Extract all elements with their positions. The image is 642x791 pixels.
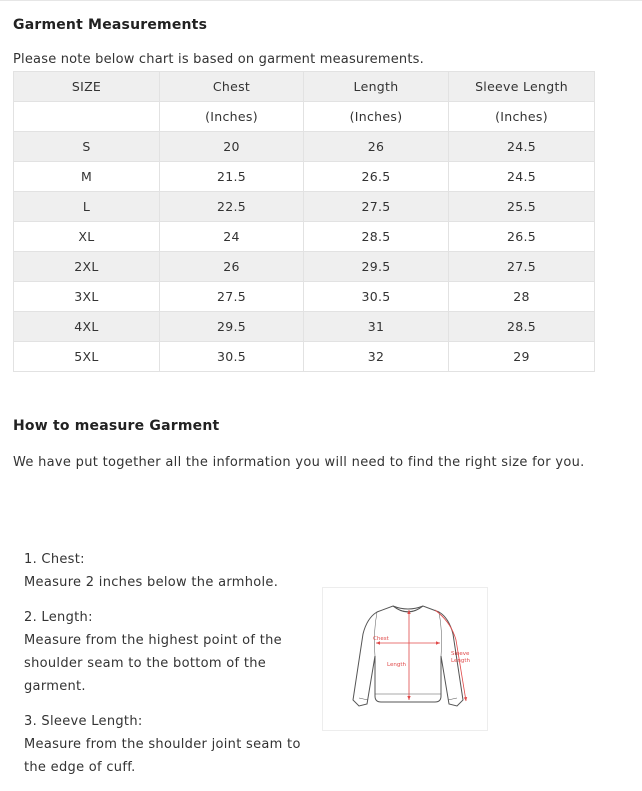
step-length [24, 606, 304, 698]
chest-arrow-right [436, 641, 440, 644]
cell-sleeve-length: 24.5 [449, 132, 595, 162]
units-length: (Inches) [304, 102, 449, 132]
cell-chest: 21.5 [160, 162, 304, 192]
table-row [14, 222, 595, 252]
table-row [14, 342, 595, 372]
length-arrow-bottom [407, 696, 410, 700]
how-to-measure-heading: How to measure Garment [13, 418, 220, 434]
cell-sleeve-length: 27.5 [449, 252, 595, 282]
left-armhole [374, 612, 377, 656]
right-cuff [448, 698, 457, 700]
cell-length: 30.5 [304, 282, 449, 312]
cell-size: M [14, 162, 160, 192]
step-text: Measure from the shoulder joint seam to the edge of cuff. [24, 737, 301, 775]
sleeve-diagram-label-1: Sleeve [451, 651, 470, 657]
step-text: Measure 2 inches below the armhole. [24, 575, 279, 590]
table-row [14, 162, 595, 192]
cell-chest: 20 [160, 132, 304, 162]
table-header-row [14, 72, 595, 102]
table-row [14, 192, 595, 222]
step-chest [24, 548, 304, 594]
chart-note: Please note below chart is based on garment measurements. [13, 52, 424, 67]
step-title: 2. Length: [24, 610, 93, 625]
right-armhole [439, 612, 442, 656]
cell-chest: 24 [160, 222, 304, 252]
cell-sleeve-length: 26.5 [449, 222, 595, 252]
header-size: SIZE [14, 72, 160, 102]
cell-size: XL [14, 222, 160, 252]
units-sleeve-length: (Inches) [449, 102, 595, 132]
cell-chest: 30.5 [160, 342, 304, 372]
table-row [14, 132, 595, 162]
cell-size: L [14, 192, 160, 222]
cell-size: 5XL [14, 342, 160, 372]
step-title: 1. Chest: [24, 552, 85, 567]
step-sleeve-length [24, 710, 304, 779]
measurement-steps [24, 548, 304, 791]
cell-sleeve-length: 29 [449, 342, 595, 372]
left-cuff [359, 698, 368, 700]
page-title: Garment Measurements [13, 17, 208, 33]
cell-size: 3XL [14, 282, 160, 312]
cell-sleeve-length: 28 [449, 282, 595, 312]
cell-sleeve-length: 24.5 [449, 162, 595, 192]
length-diagram-label: Length [387, 662, 406, 668]
cell-size: S [14, 132, 160, 162]
top-divider [0, 0, 642, 1]
header-length: Length [304, 72, 449, 102]
cell-sleeve-length: 25.5 [449, 192, 595, 222]
cell-chest: 22.5 [160, 192, 304, 222]
table-row [14, 282, 595, 312]
measurement-diagram [322, 587, 488, 731]
cell-length: 26 [304, 132, 449, 162]
table-row [14, 252, 595, 282]
cell-size: 2XL [14, 252, 160, 282]
units-chest: (Inches) [160, 102, 304, 132]
step-title: 3. Sleeve Length: [24, 714, 143, 729]
header-chest: Chest [160, 72, 304, 102]
header-sleeve-length: Sleeve Length [449, 72, 595, 102]
cell-chest: 26 [160, 252, 304, 282]
cell-length: 31 [304, 312, 449, 342]
size-chart-table [13, 71, 595, 372]
cell-chest: 27.5 [160, 282, 304, 312]
cell-length: 26.5 [304, 162, 449, 192]
chest-diagram-label: Chest [373, 636, 389, 642]
cell-length: 27.5 [304, 192, 449, 222]
cell-length: 28.5 [304, 222, 449, 252]
cell-length: 29.5 [304, 252, 449, 282]
table-units-row [14, 102, 595, 132]
how-to-intro: We have put together all the information you will need to find the right size for you. [13, 455, 585, 470]
sleeve-diagram-label-2: Length [451, 658, 470, 664]
cell-sleeve-length: 28.5 [449, 312, 595, 342]
table-row [14, 312, 595, 342]
cell-chest: 29.5 [160, 312, 304, 342]
sweatshirt-diagram [323, 588, 487, 730]
cell-length: 32 [304, 342, 449, 372]
units-size [14, 102, 160, 132]
step-text: Measure from the highest point of the shoulder seam to the bottom of the garment. [24, 633, 282, 694]
cell-size: 4XL [14, 312, 160, 342]
